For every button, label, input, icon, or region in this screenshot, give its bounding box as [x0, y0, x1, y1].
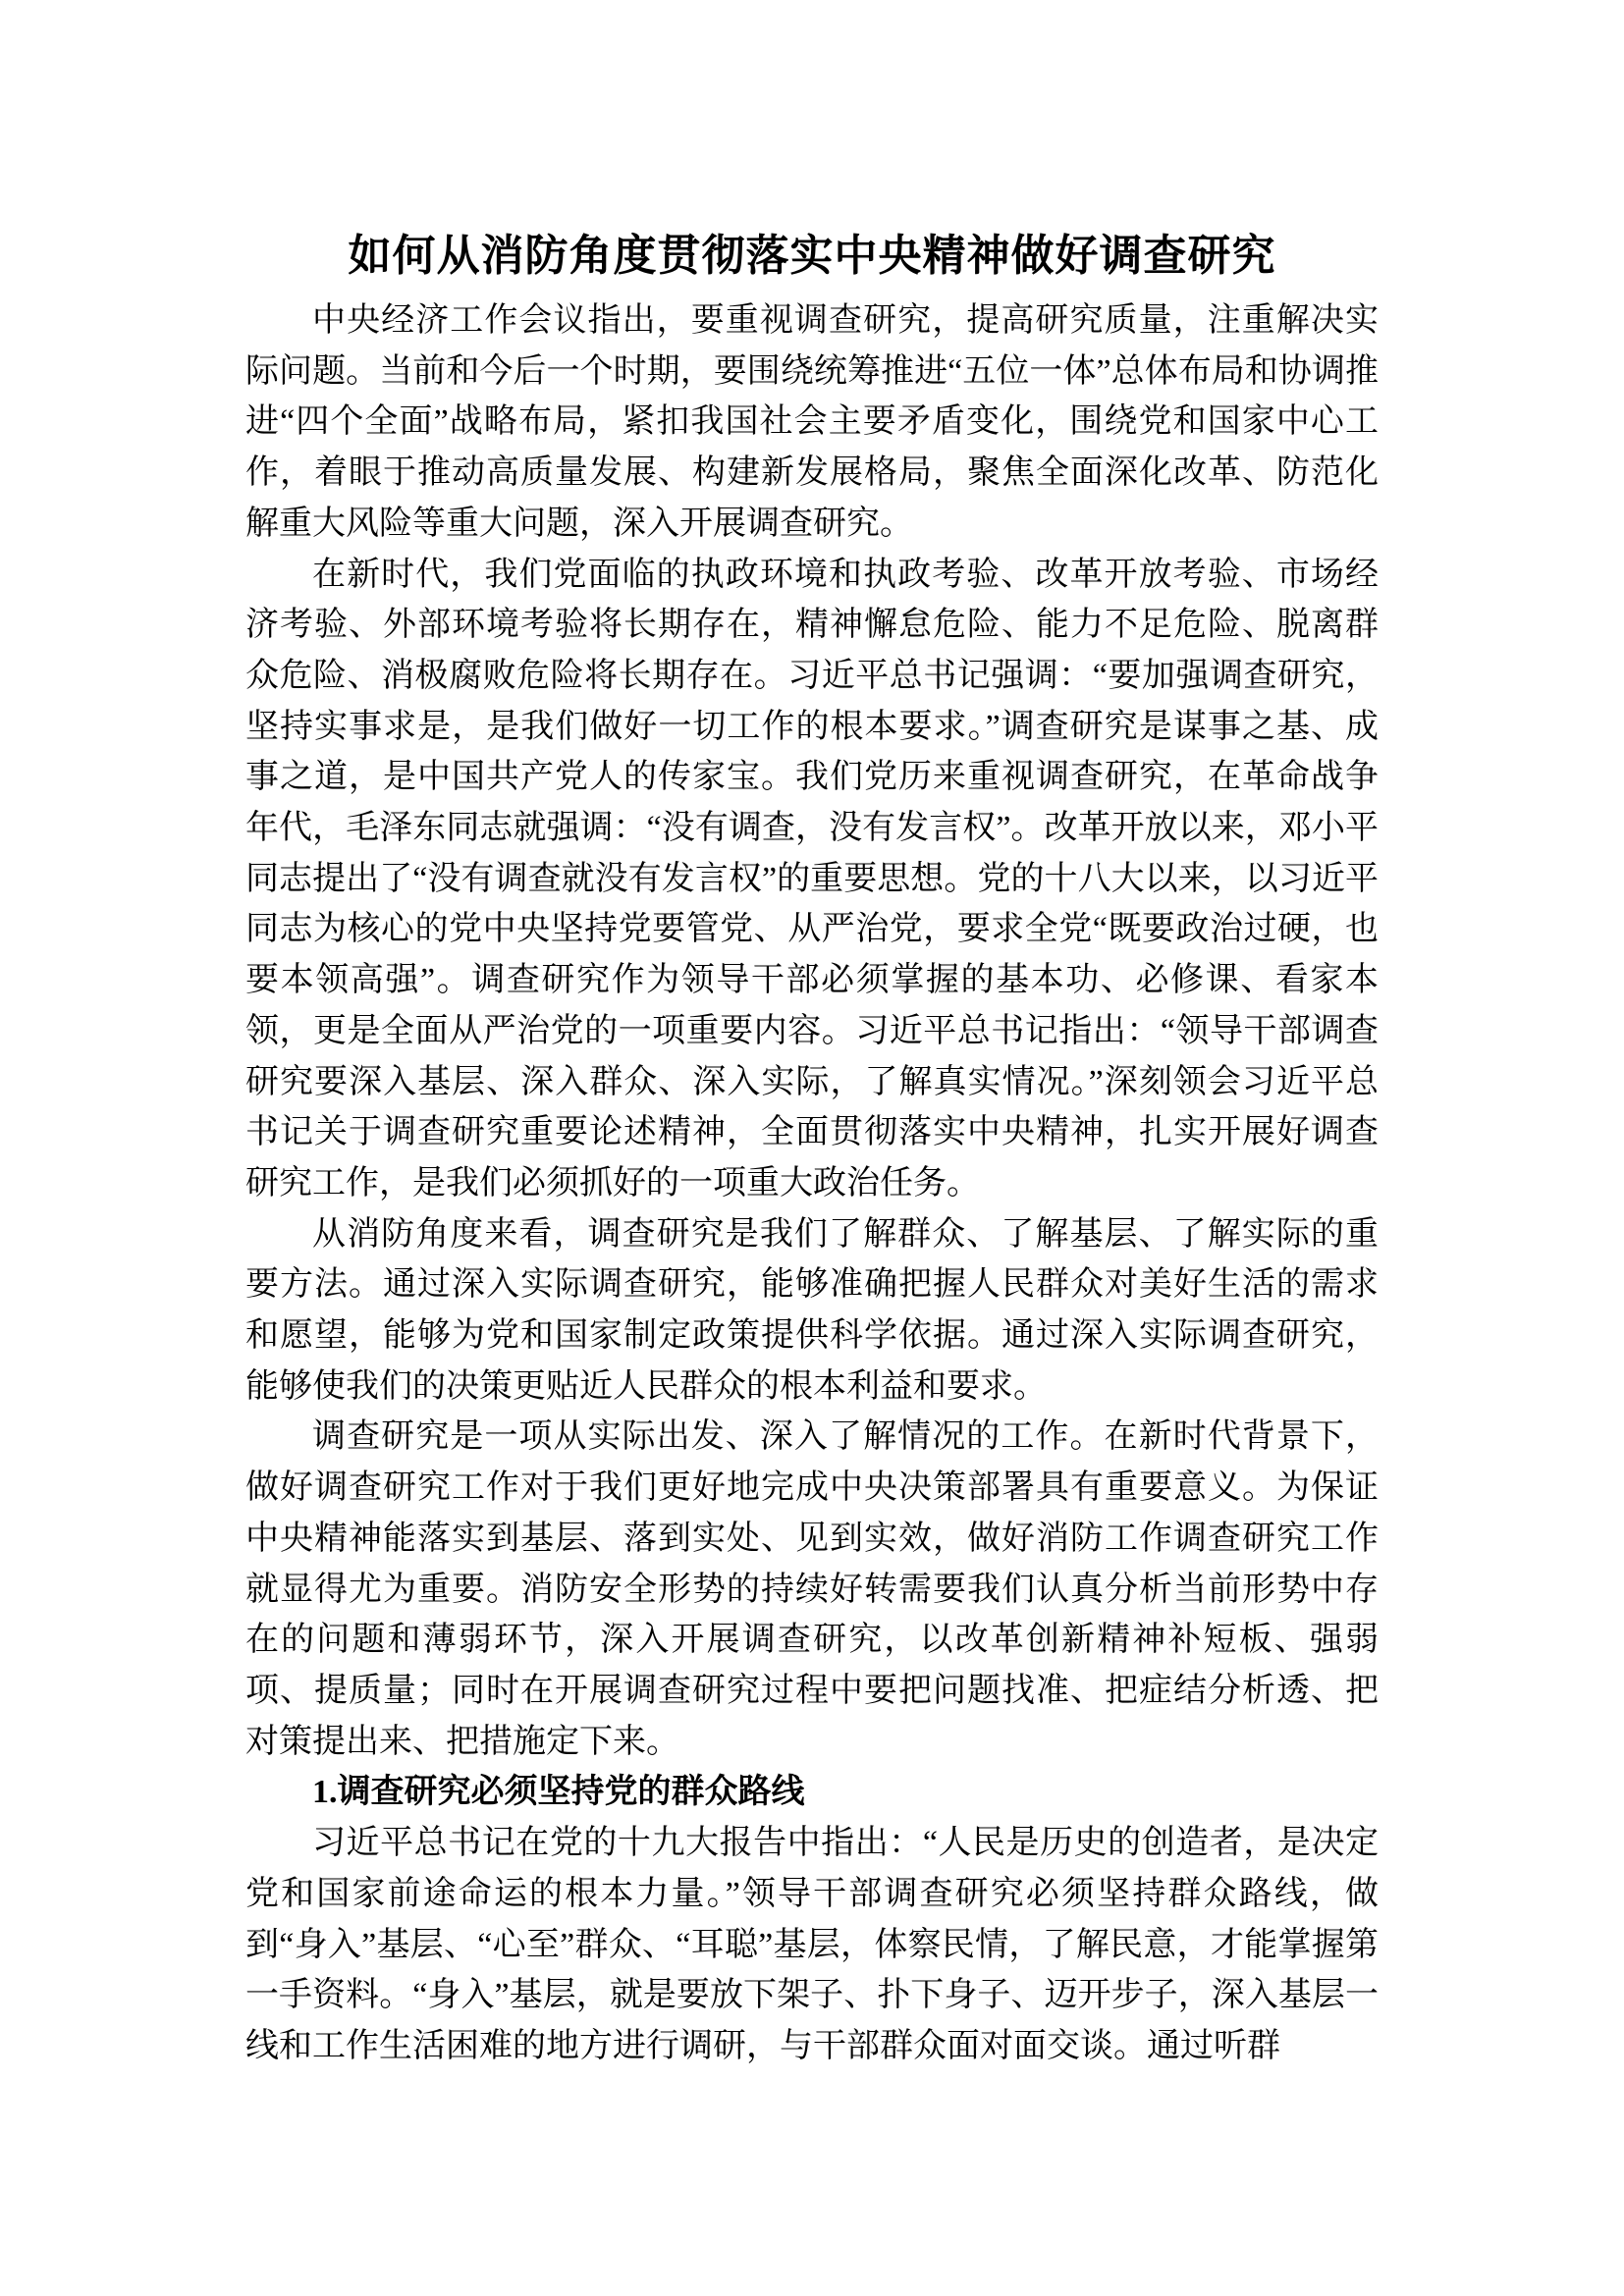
- intro-paragraph-2: 在新时代，我们党面临的执政环境和执政考验、改革开放考验、市场经济考验、外部环境考验将长期存在，精神懈怠危险、能力不足危险、脱离群众危险、消极腐败危险将长期存在。习近平总书记强调：“要加强调查研究，坚持实事求是，是我们做好一切工作的根本要求。”调查研究是谋事之基、成事之道，是中国共产党人的传家宝。我们党历来重视调查研究，在革命战争年代，毛泽东同志就强调：“没有调查，没有发言权”。改革开放以来，邓小平同志提出了“没有调查就没有发言权”的重要思想。党的十八大以来，以习近平同志为核心的党中央坚持党要管党、从严治党，要求全党“既要政治过硬，也要本领高强”。调查研究作为领导干部必须掌握的基本功、必修课、看家本领，更是全面从严治党的一项重要内容。习近平总书记指出：“领导干部调查研究要深入基层、深入群众、深入实际，了解真实情况。”深刻领会习近平总书记关于调查研究重要论述精神，全面贯彻落实中央精神，扎实开展好调查研究工作，是我们必须抓好的一项重大政治任务。: [245, 556, 1379, 1201]
- section-heading-1: 1.调查研究必须坚持党的群众路线: [312, 1774, 805, 1811]
- document-title: 如何从消防角度贯彻落实中央精神做好调查研究: [348, 232, 1276, 280]
- intro-paragraph-3: 从消防角度来看，调查研究是我们了解群众、了解基层、了解实际的重要方法。通过深入实际调查研究，能够准确把握人民群众对美好生活的需求和愿望，能够为党和国家制定政策提供科学依据。通过深入实际调查研究，能够使我们的决策更贴近人民群众的根本利益和要求。: [245, 1215, 1379, 1405]
- intro-paragraph-4: 调查研究是一项从实际出发、深入了解情况的工作。在新时代背景下，做好调查研究工作对于我们更好地完成中央决策部署具有重要意义。为保证中央精神能落实到基层、落到实处、见到实效，做好消防工作调查研究工作就显得尤为重要。消防安全形势的持续好转需要我们认真分析当前形势中存在的问题和薄弱环节，深入开展调查研究，以改革创新精神补短板、强弱项、提质量；同时在开展调查研究过程中要把问题找准、把症结分析透、把对策提出来、把措施定下来。: [245, 1418, 1379, 1760]
- section-1-paragraph-1: 习近平总书记在党的十九大报告中指出：“人民是历史的创造者，是决定党和国家前途命运的根本力量。”领导干部调查研究必须坚持群众路线，做到“身入”基层、“心至”群众、“耳聪”基层，体察民情，了解民意，才能掌握第一手资料。“身入”基层，就是要放下架子、扑下身子、迈开步子，深入基层一线和工作生活困难的地方进行调研，与干部群众面对面交谈。通过听群: [245, 1825, 1379, 2064]
- intro-paragraph-1: 中央经济工作会议指出，要重视调查研究，提高研究质量，注重解决实际问题。当前和今后一个时期，要围绕统筹推进“五位一体”总体布局和协调推进“四个全面”战略布局，紧扣我国社会主要矛盾变化，围绕党和国家中心工作，着眼于推动高质量发展、构建新发展格局，聚焦全面深化改革、防范化解重大风险等重大问题，深入开展调查研究。: [245, 302, 1379, 542]
